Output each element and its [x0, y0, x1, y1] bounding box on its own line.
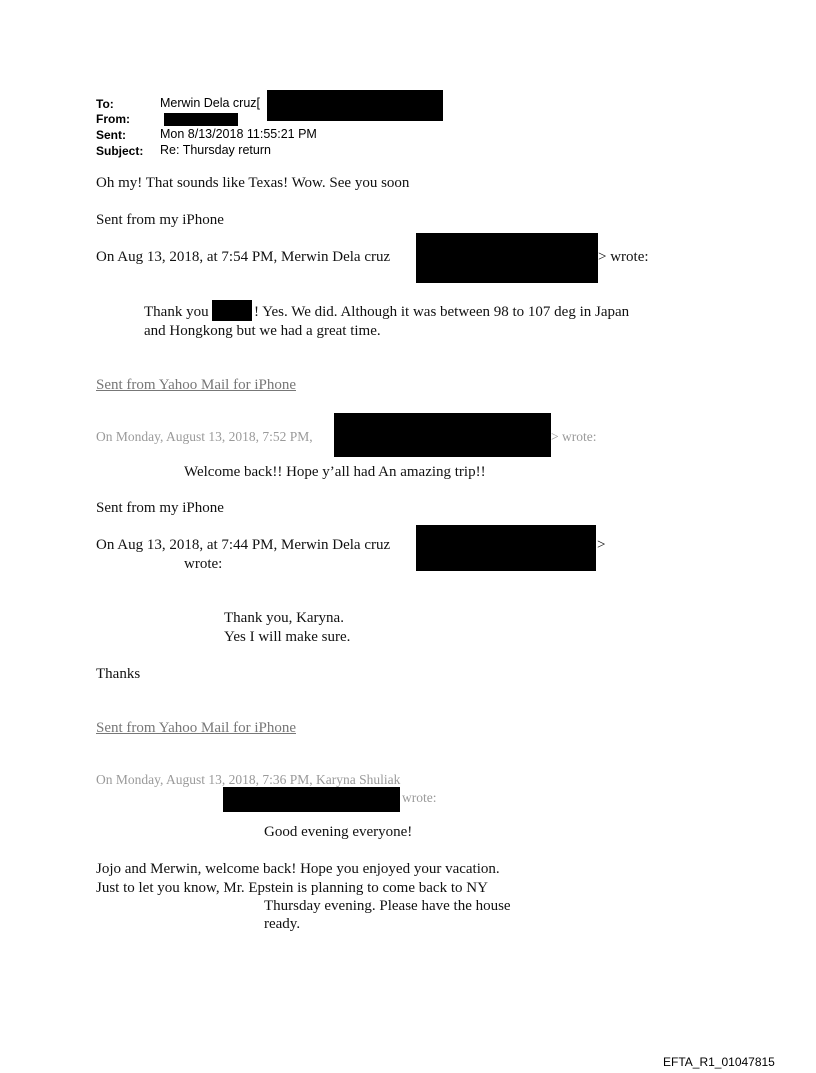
to-value: Merwin Dela cruz[: [160, 96, 261, 110]
quote-header-suffix: > wrote:: [598, 249, 649, 265]
sent-value: Mon 8/13/2018 11:55:21 PM: [160, 127, 317, 141]
to-label: To:: [96, 97, 114, 111]
subject-value: Re: Thursday return: [160, 143, 271, 157]
redaction-box: [212, 300, 252, 321]
message-text: Thank you: [144, 304, 209, 320]
from-label: From:: [96, 112, 130, 126]
message-text: Jojo and Merwin, welcome back! Hope you enjoyed your vacation.: [96, 861, 500, 877]
yahoo-mail-link[interactable]: Sent from Yahoo Mail for iPhone: [96, 377, 296, 393]
quote-header: On Aug 13, 2018, at 7:44 PM, Merwin Dela cruz: [96, 537, 391, 553]
quote-header-wrote: wrote:: [184, 556, 223, 572]
sent-from-iphone: Sent from my iPhone: [96, 212, 224, 228]
redaction-box: [223, 787, 400, 812]
message-text: Good evening everyone!: [264, 824, 413, 840]
document-id: EFTA_R1_01047815: [663, 1055, 775, 1069]
message-text: ready.: [264, 916, 301, 932]
message-text: Yes I will make sure.: [224, 629, 351, 645]
quote-header-suffix: >: [597, 537, 606, 553]
quote-header-suffix: > wrote:: [551, 429, 597, 444]
quote-header-wrote: wrote:: [402, 790, 437, 805]
sent-label: Sent:: [96, 128, 126, 142]
redaction-box: [267, 90, 443, 121]
quote-header: On Monday, August 13, 2018, 7:36 PM, Karyna Shuliak: [96, 772, 401, 787]
quote-header: On Aug 13, 2018, at 7:54 PM, Merwin Dela cruz: [96, 249, 391, 265]
message-text: and Hongkong but we had a great time.: [144, 323, 381, 339]
message-text: Thank you, Karyna.: [224, 610, 344, 626]
yahoo-mail-link[interactable]: Sent from Yahoo Mail for iPhone: [96, 720, 296, 736]
subject-label: Subject:: [96, 144, 144, 158]
sent-from-iphone: Sent from my iPhone: [96, 500, 224, 516]
redaction-box: [164, 113, 238, 126]
message-text: Just to let you know, Mr. Epstein is planning to come back to NY: [96, 880, 488, 896]
redaction-box: [334, 413, 551, 457]
quote-header: On Monday, August 13, 2018, 7:52 PM,: [96, 429, 313, 444]
redaction-box: [416, 233, 598, 283]
message-text: Thursday evening. Please have the house: [264, 898, 511, 914]
reply-text: Oh my! That sounds like Texas! Wow. See you soon: [96, 175, 410, 191]
redaction-box: [416, 525, 596, 571]
message-text: Thanks: [96, 666, 141, 682]
message-text: Welcome back!! Hope y’all had An amazing trip!!: [184, 464, 486, 480]
message-text: ! Yes. We did. Although it was between 98 to 107 deg in Japan: [254, 304, 630, 320]
